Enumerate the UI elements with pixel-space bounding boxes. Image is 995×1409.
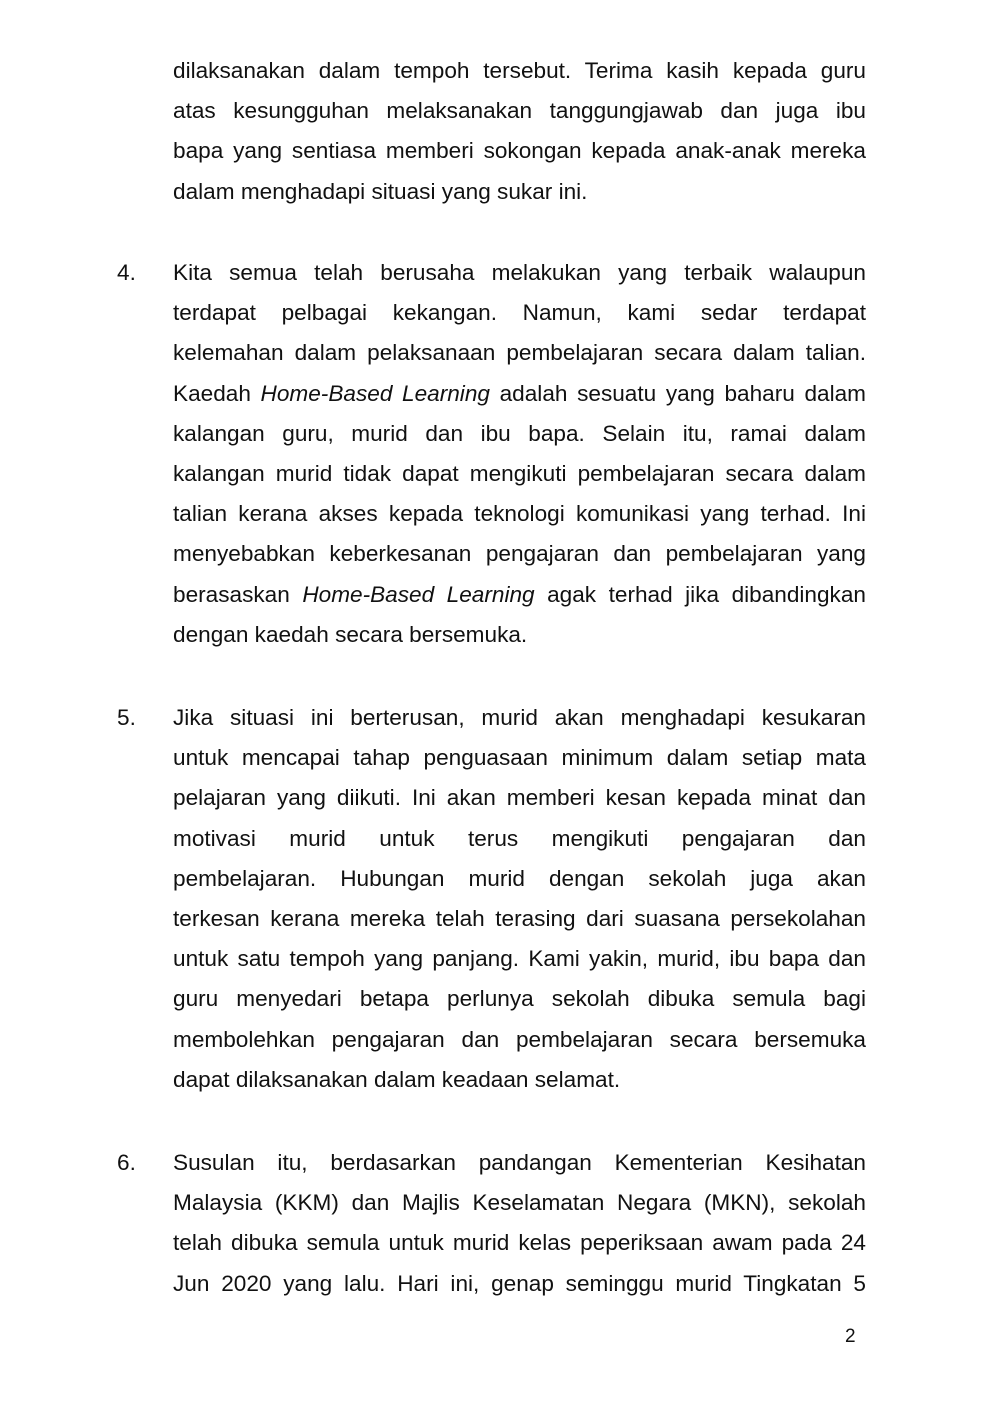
text-line	[173, 374, 866, 414]
text-segment: kelemahan dalam pelaksanaan pembelajaran secara dalam talian.	[173, 340, 866, 366]
text-line	[173, 333, 866, 373]
text-line	[173, 939, 866, 979]
text-line	[173, 575, 866, 615]
text-segment: terkesan kerana mereka telah terasing dari suasana persekolahan	[173, 905, 866, 931]
text-line	[173, 1264, 866, 1304]
text-segment: terdapat pelbagai kekangan. Namun, kami sedar terdapat	[173, 300, 866, 326]
text-line	[173, 698, 866, 738]
text-line	[173, 859, 866, 899]
text-segment: dalam menghadapi situasi yang sukar ini.	[173, 178, 588, 204]
text-segment: talian kerana akses kepada teknologi komunikasi yang terhad. Ini	[173, 501, 866, 527]
text-segment: Kaedah	[173, 380, 261, 406]
text-line	[173, 91, 866, 131]
text-segment: bapa yang sentiasa memberi sokongan kepada anak-anak mereka	[173, 138, 866, 164]
text-segment: membolehkan pengajaran dan pembelajaran secara bersemuka	[173, 1026, 866, 1052]
page-number: 2	[845, 1326, 856, 1347]
text-line	[173, 778, 866, 818]
italic-term: Home-Based Learning	[302, 581, 535, 607]
text-segment: motivasi murid untuk terus mengikuti pengajaran dan	[173, 825, 866, 851]
text-line	[173, 414, 866, 454]
text-segment: berasaskan	[173, 581, 303, 607]
text-segment: Jika situasi ini berterusan, murid akan menghadapi kesukaran	[173, 705, 866, 730]
text-line	[173, 819, 866, 859]
text-segment: adalah sesuatu yang baharu dalam	[489, 380, 866, 406]
text-segment: Kita semua telah berusaha melakukan yang terbaik walaupun	[173, 260, 866, 285]
text-segment: Malaysia (KKM) dan Majlis Keselamatan Negara (MKN), sekolah	[173, 1190, 866, 1216]
text-segment: pembelajaran. Hubungan murid dengan sekolah juga akan	[173, 865, 866, 891]
paragraph-5	[173, 698, 866, 1100]
text-line	[173, 534, 866, 574]
text-line	[173, 979, 866, 1019]
paragraph-4	[173, 253, 866, 655]
text-segment: kalangan murid tidak dapat mengikuti pembelajaran secara dalam	[173, 460, 866, 486]
text-segment: dapat dilaksanakan dalam keadaan selamat.	[173, 1066, 621, 1092]
text-line	[173, 1143, 866, 1183]
text-line	[173, 131, 866, 171]
text-line	[173, 899, 866, 939]
paragraph-continuation	[173, 51, 866, 212]
text-segment: guru menyedari betapa perlunya sekolah dibuka semula bagi	[173, 986, 866, 1012]
text-line	[173, 172, 866, 212]
text-segment: atas kesungguhan melaksanakan tanggungjawab dan juga ibu	[173, 98, 866, 124]
text-segment: telah dibuka semula untuk murid kelas peperiksaan awam pada 24	[173, 1230, 866, 1256]
text-segment: untuk satu tempoh yang panjang. Kami yakin, murid, ibu bapa dan	[173, 946, 866, 972]
text-line	[173, 615, 866, 655]
text-line	[173, 738, 866, 778]
italic-term: Home-Based Learning	[260, 380, 490, 406]
text-segment: Jun 2020 yang lalu. Hari ini, genap seminggu murid Tingkatan 5	[173, 1270, 866, 1296]
text-segment: menyebabkan keberkesanan pengajaran dan pembelajaran yang	[173, 541, 866, 567]
text-segment: agak terhad jika dibandingkan	[534, 581, 866, 607]
paragraph-number-4: 4.	[117, 260, 136, 285]
paragraph-6	[173, 1143, 866, 1304]
text-line	[173, 494, 866, 534]
text-segment: kalangan guru, murid dan ibu bapa. Selain itu, ramai dalam	[173, 420, 866, 446]
text-segment: dengan kaedah secara bersemuka.	[173, 621, 528, 647]
paragraph-number-6: 6.	[117, 1150, 136, 1175]
text-line	[173, 1020, 866, 1060]
text-line	[173, 51, 866, 91]
text-segment: Susulan itu, berdasarkan pandangan Kementerian Kesihatan	[173, 1150, 866, 1175]
text-line	[173, 454, 866, 494]
text-line	[173, 1223, 866, 1263]
text-segment: pelajaran yang diikuti. Ini akan memberi kesan kepada minat dan	[173, 785, 866, 811]
text-line	[173, 253, 866, 293]
text-segment: untuk mencapai tahap penguasaan minimum dalam setiap mata	[173, 745, 866, 771]
text-line	[173, 1060, 866, 1100]
text-segment: dilaksanakan dalam tempoh tersebut. Terima kasih kepada guru	[173, 58, 866, 83]
text-line	[173, 1183, 866, 1223]
paragraph-number-5: 5.	[117, 705, 136, 730]
text-line	[173, 293, 866, 333]
